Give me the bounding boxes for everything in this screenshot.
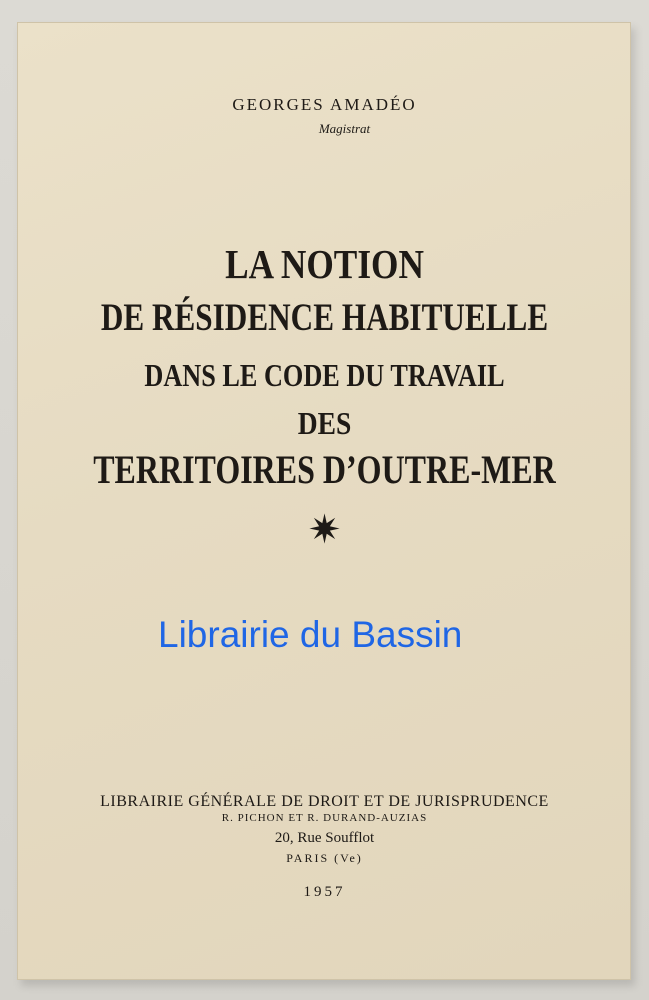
publisher-street: 20, Rue Soufflot (274, 830, 375, 846)
title-line-1: LA NOTION (225, 241, 424, 287)
author-name: GEORGES AMADÉO (232, 95, 417, 114)
title-line-2: DE RÉSIDENCE HABITUELLE (100, 296, 549, 339)
author-role: Magistrat (318, 121, 371, 136)
publisher-name: LIBRAIRIE GÉNÉRALE DE DROIT ET DE JURISPRUDENCE (100, 793, 549, 810)
publisher-owners: R. PICHON ET R. DURAND-AUZIAS (221, 812, 428, 824)
title-line-3: DANS LE CODE DU TRAVAIL (144, 357, 505, 393)
publisher-city: PARIS (Ve) (286, 851, 363, 865)
watermark-text: Librairie du Bassin (158, 614, 463, 655)
title-line-4: DES (297, 405, 352, 441)
title-line-5: TERRITOIRES D’OUTRE-MER (93, 447, 556, 492)
star-ornament-icon: ✷ (307, 507, 342, 553)
publication-year: 1957 (303, 884, 346, 900)
